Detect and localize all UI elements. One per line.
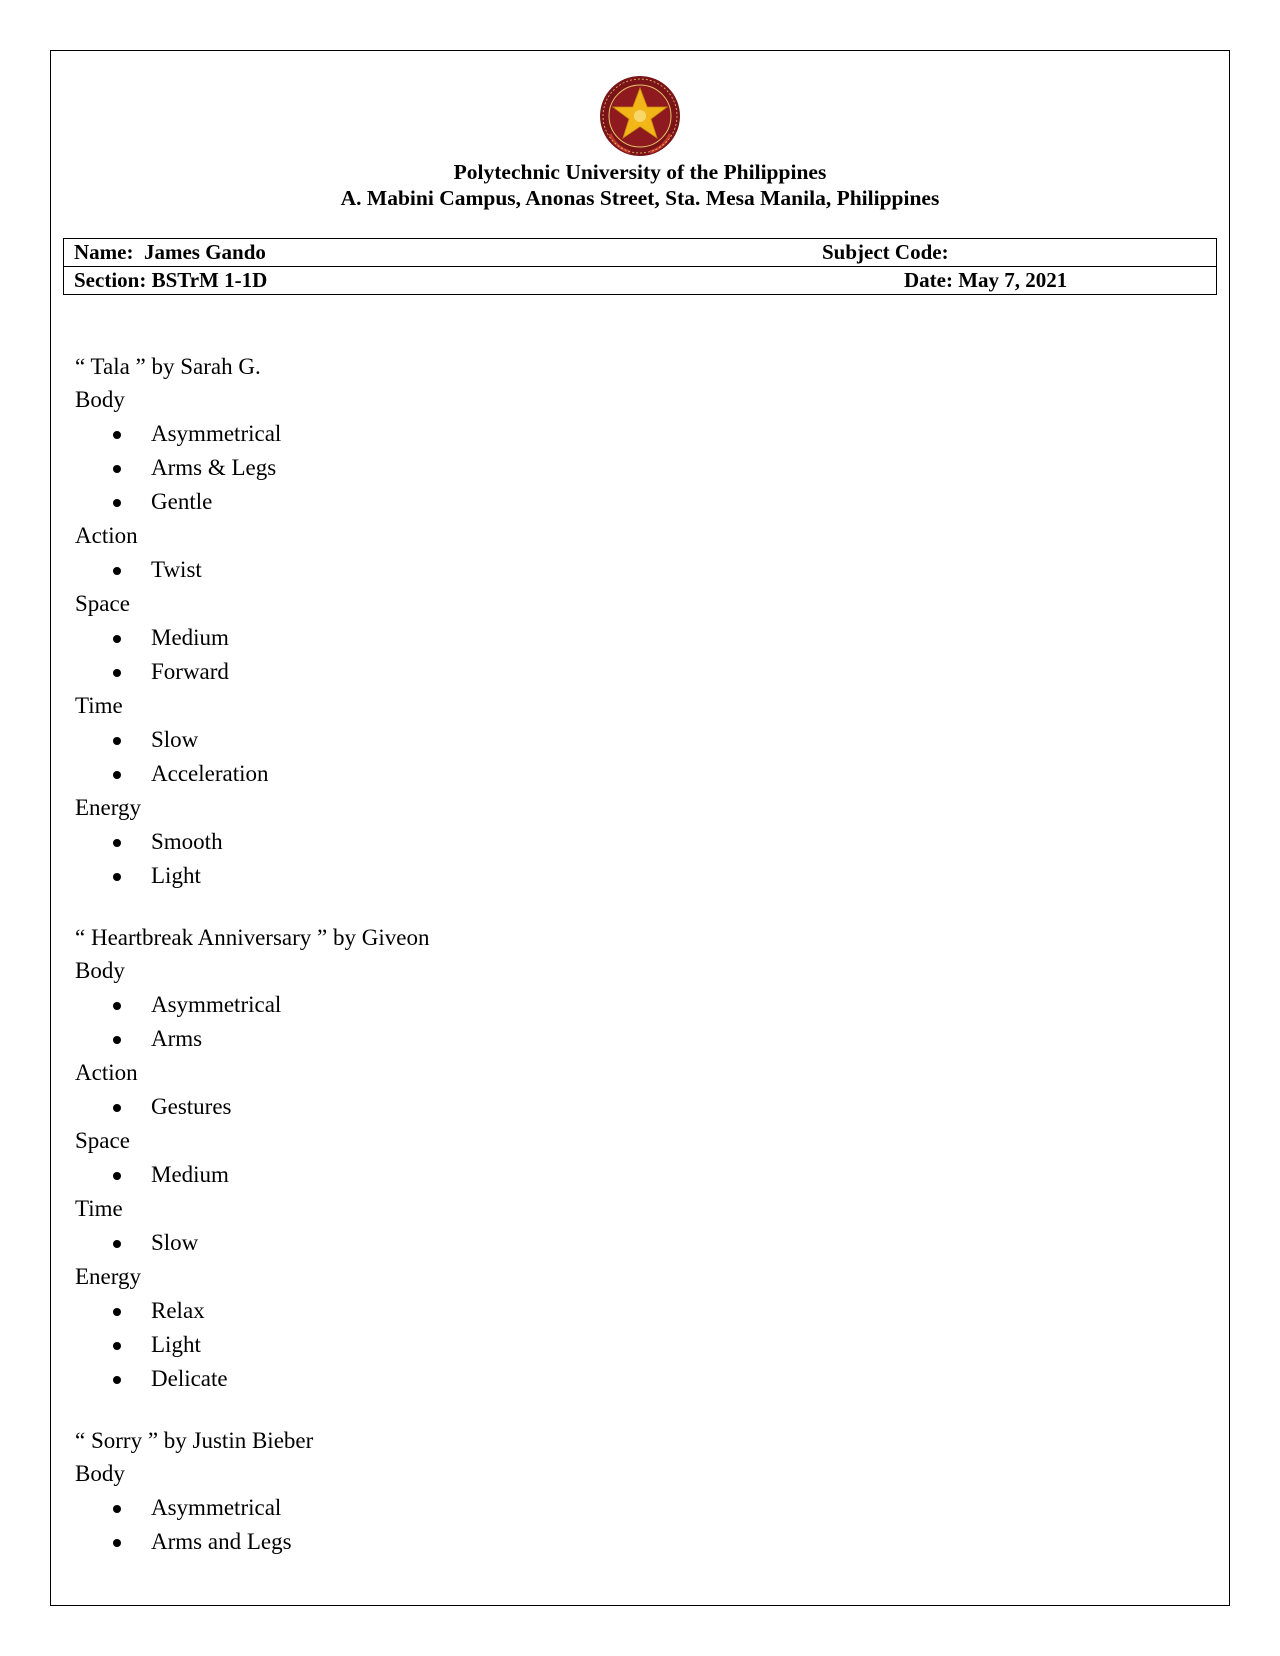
list-item-text: Slow — [151, 727, 199, 752]
university-address: A. Mabini Campus, Anonas Street, Sta. Mesa Manila, Philippines — [340, 186, 940, 210]
bullet-icon — [113, 771, 121, 779]
list-item-text: Gentle — [151, 489, 213, 514]
category-label: Time — [75, 693, 123, 718]
list-item-text: Light — [151, 1332, 201, 1357]
subject-code: Subject Code: — [822, 240, 949, 264]
bullet-icon — [113, 431, 121, 439]
bullet-icon — [113, 1104, 121, 1112]
list-item — [75, 553, 1175, 587]
bullet-icon — [113, 1240, 121, 1248]
list-item — [75, 1328, 1175, 1362]
song-section — [75, 921, 1175, 1396]
list-item — [75, 621, 1175, 655]
song-section — [75, 1424, 1175, 1559]
bullet-icon — [113, 499, 121, 507]
category-label: Energy — [75, 1264, 142, 1289]
bullet-icon — [113, 839, 121, 847]
bullet-icon — [113, 669, 121, 677]
category-label: Body — [75, 387, 125, 412]
analysis-content — [75, 350, 1175, 1587]
song-title: “ Tala ” by Sarah G. — [75, 354, 261, 379]
university-seal-icon — [598, 74, 682, 158]
bullet-icon — [113, 1376, 121, 1384]
list-item — [75, 1491, 1175, 1525]
list-item — [75, 859, 1175, 893]
list-item — [75, 757, 1175, 791]
list-item — [75, 1090, 1175, 1124]
song-title: “ Sorry ” by Justin Bieber — [75, 1428, 314, 1453]
list-item — [75, 417, 1175, 451]
student-info-table — [63, 238, 1217, 295]
list-item-text: Slow — [151, 1230, 199, 1255]
list-item-text: Asymmetrical — [151, 992, 282, 1017]
category-label: Energy — [75, 795, 142, 820]
list-item-text: Arms — [151, 1026, 203, 1051]
list-item — [75, 825, 1175, 859]
bullet-icon — [113, 1002, 121, 1010]
bullet-icon — [113, 635, 121, 643]
university-name: Polytechnic University of the Philippines — [453, 160, 827, 184]
list-item-text: Arms and Legs — [151, 1529, 292, 1554]
list-item — [75, 451, 1175, 485]
list-item-text: Smooth — [151, 829, 223, 854]
list-item — [75, 1525, 1175, 1559]
bullet-icon — [113, 567, 121, 575]
list-item-text: Light — [151, 863, 201, 888]
list-item-text: Asymmetrical — [151, 421, 282, 446]
list-item — [75, 1158, 1175, 1192]
bullet-icon — [113, 873, 121, 881]
list-item — [75, 485, 1175, 519]
list-item-text: Twist — [151, 557, 202, 582]
list-item-text: Asymmetrical — [151, 1495, 282, 1520]
list-item — [75, 1226, 1175, 1260]
list-item-text: Delicate — [151, 1366, 228, 1391]
category-label: Space — [75, 591, 130, 616]
info-row-name — [64, 239, 1216, 266]
student-name: Name: James Gando — [74, 240, 266, 264]
category-label: Space — [75, 1128, 130, 1153]
category-label: Time — [75, 1196, 123, 1221]
category-label: Body — [75, 1461, 125, 1486]
student-section: Section: BSTrM 1-1D — [74, 268, 268, 292]
bullet-icon — [113, 1342, 121, 1350]
list-item-text: Medium — [151, 1162, 229, 1187]
category-label: Action — [75, 1060, 138, 1085]
category-label: Action — [75, 523, 138, 548]
bullet-icon — [113, 1505, 121, 1513]
bullet-icon — [113, 1539, 121, 1547]
bullet-icon — [113, 1036, 121, 1044]
list-item-text: Arms & Legs — [151, 455, 277, 480]
info-row-section — [64, 266, 1216, 294]
song-title: “ Heartbreak Anniversary ” by Giveon — [75, 925, 430, 950]
list-item — [75, 988, 1175, 1022]
list-item — [75, 1362, 1175, 1396]
list-item-text: Medium — [151, 625, 229, 650]
list-item-text: Relax — [151, 1298, 205, 1323]
list-item-text: Forward — [151, 659, 229, 684]
submission-date: Date: May 7, 2021 — [904, 268, 1068, 292]
bullet-icon — [113, 465, 121, 473]
list-item — [75, 723, 1175, 757]
bullet-icon — [113, 1308, 121, 1316]
song-section — [75, 350, 1175, 893]
list-item — [75, 1022, 1175, 1056]
list-item-text: Acceleration — [151, 761, 269, 786]
list-item — [75, 1294, 1175, 1328]
list-item-text: Gestures — [151, 1094, 232, 1119]
bullet-icon — [113, 737, 121, 745]
category-label: Body — [75, 958, 125, 983]
bullet-icon — [113, 1172, 121, 1180]
list-item — [75, 655, 1175, 689]
